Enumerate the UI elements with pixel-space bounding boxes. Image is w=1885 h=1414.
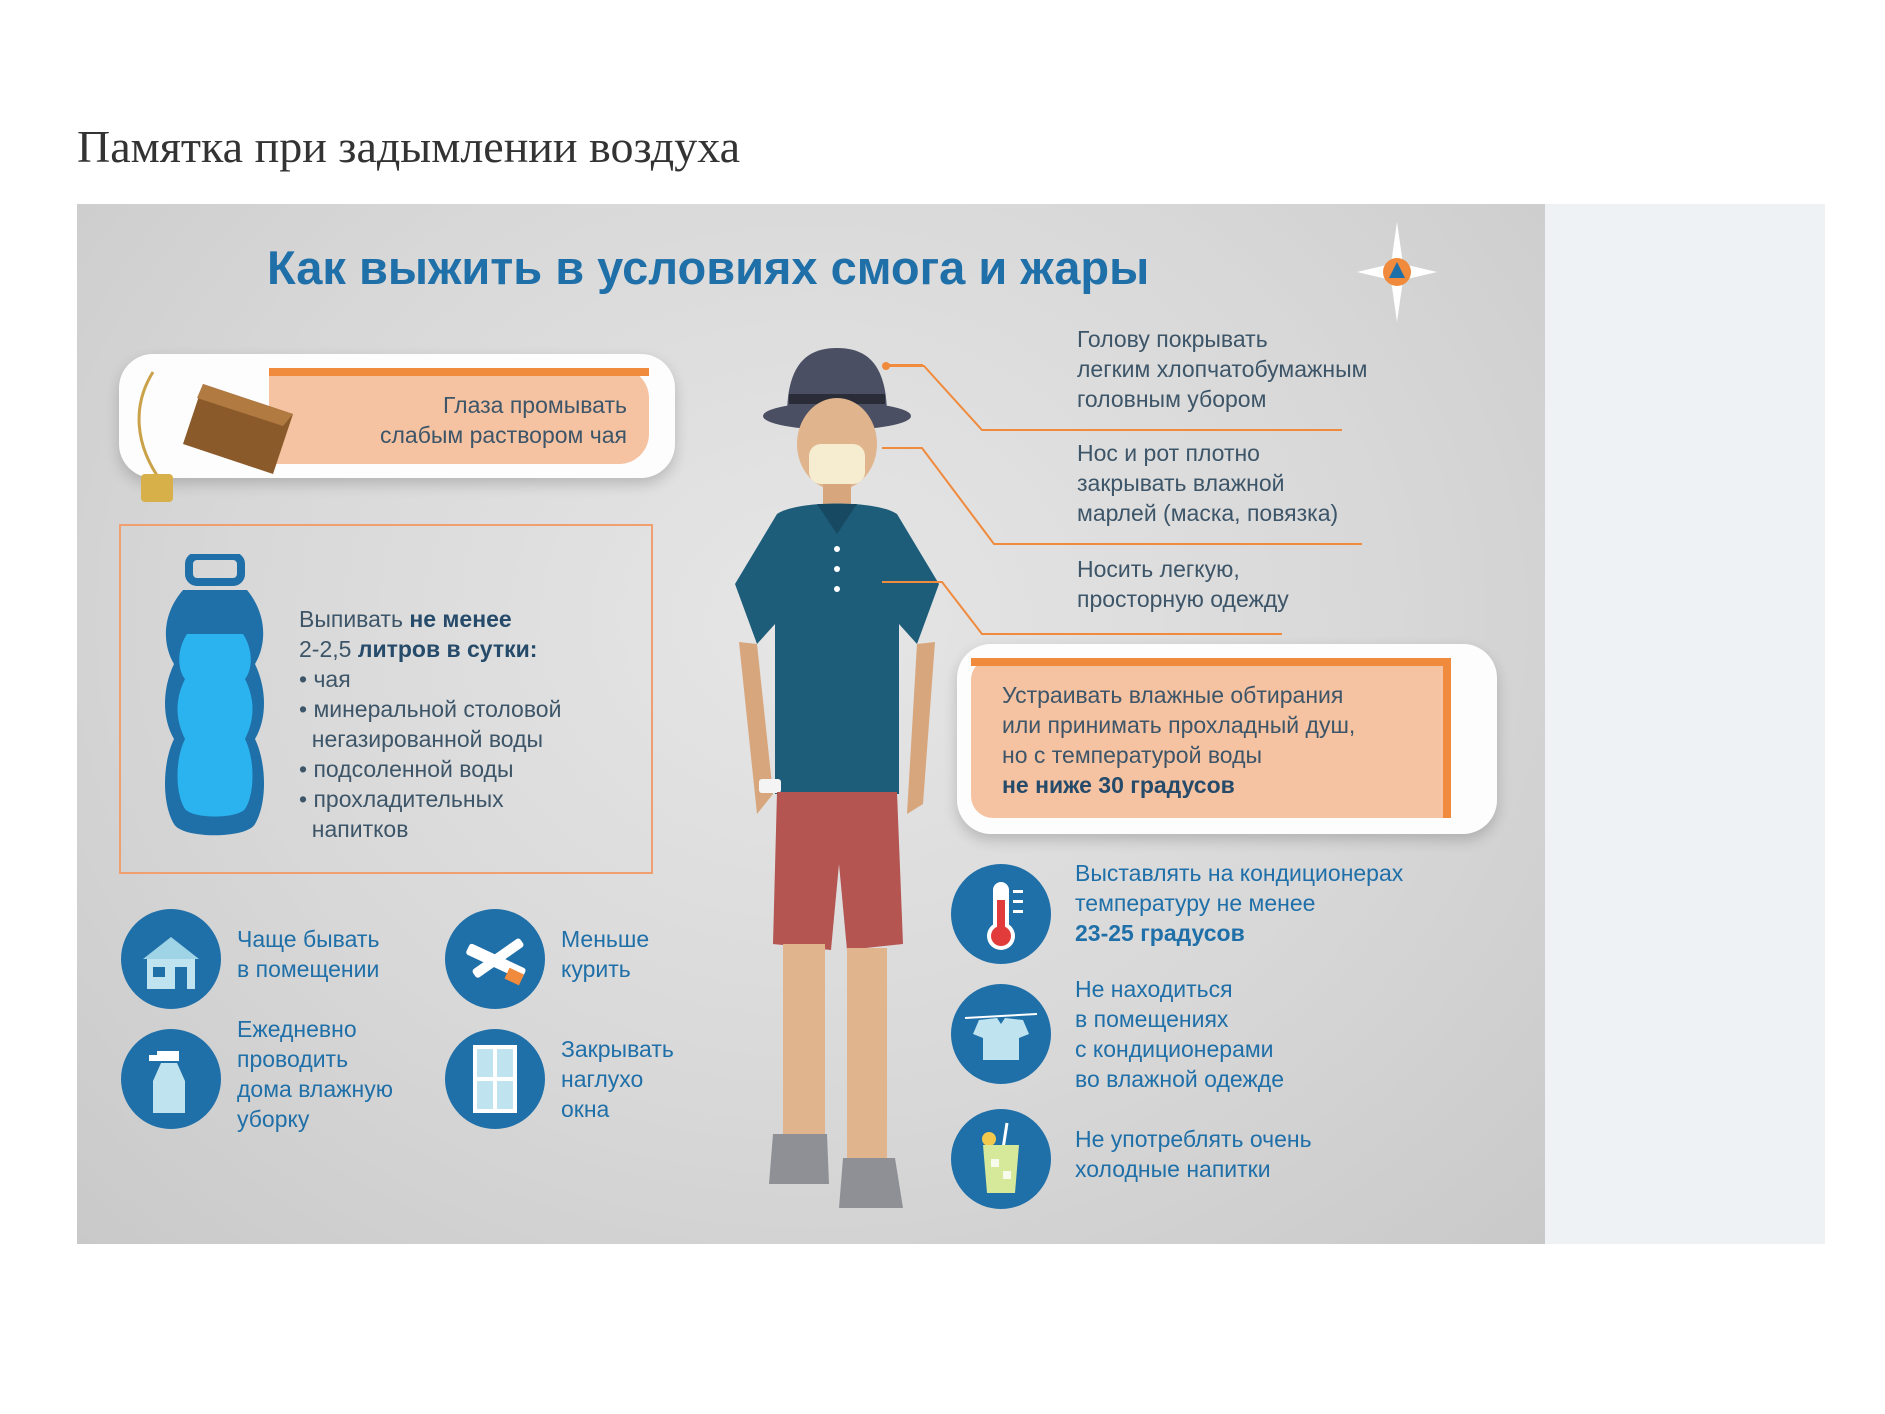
- wet-clothes-tip-line3: с кондиционерами: [1075, 1036, 1274, 1062]
- list-item: • минеральной столовой: [299, 696, 562, 722]
- nose-tip-line2: закрывать влажной: [1077, 470, 1285, 496]
- water-tip-list: [299, 664, 561, 844]
- indoors-tip-line2: в помещении: [237, 956, 380, 982]
- list-item: • чая: [299, 666, 351, 692]
- cold-drinks-tip-line1: Не употреблять очень: [1075, 1126, 1312, 1152]
- smoking-tip-line2: курить: [561, 956, 631, 982]
- water-tip-prefix1: Выпивать: [299, 606, 410, 632]
- tea-bag-icon: [123, 364, 313, 514]
- head-tip-line2: легким хлопчатобумажным: [1077, 356, 1368, 382]
- poster-title: Как выжить в условиях смога и жары: [267, 241, 1150, 294]
- head-tip-line1: Голову покрывать: [1077, 326, 1268, 352]
- indoors-tip-line1: Чаще бывать: [237, 926, 380, 952]
- eyes-tip-line1: Глаза промывать: [443, 392, 627, 418]
- shower-tip-line2: или принимать прохладный душ,: [1002, 712, 1356, 738]
- infographic: [77, 204, 1545, 1244]
- cleaning-tip-line3: дома влажную: [237, 1076, 393, 1102]
- window-icon: [445, 1029, 545, 1129]
- spray-bottle-icon: [121, 1029, 221, 1129]
- windows-tip-line3: окна: [561, 1096, 610, 1122]
- list-item: • подсоленной воды: [299, 756, 514, 782]
- wet-clothes-tip-line4: во влажной одежде: [1075, 1066, 1284, 1092]
- house-icon: [121, 909, 221, 1009]
- windows-tip-line2: наглухо: [561, 1066, 644, 1092]
- aircon-tip-line2: температуру не менее: [1075, 890, 1316, 916]
- nose-tip-line3: марлей (маска, повязка): [1077, 500, 1339, 526]
- nose-tip-line1: Нос и рот плотно: [1077, 440, 1260, 466]
- list-item: негазированной воды: [299, 726, 544, 752]
- water-tip-bold2: литров в сутки:: [357, 636, 538, 662]
- water-tip-prefix2: 2-2,5: [299, 636, 358, 662]
- clothes-tip-line1: Носить легкую,: [1077, 556, 1240, 582]
- water-bottle-icon: [157, 554, 272, 844]
- wet-clothes-tip-line1: Не находиться: [1075, 976, 1233, 1002]
- page-heading: Памятка при задымлении воздуха: [77, 121, 741, 172]
- head-tip-line3: головным убором: [1077, 386, 1267, 412]
- clothes-tip-line2: просторную одежду: [1077, 586, 1289, 612]
- aircon-tip-line1: Выставлять на кондиционерах: [1075, 860, 1404, 886]
- side-panel: [1545, 204, 1825, 1244]
- cold-drink-icon: [951, 1109, 1051, 1209]
- shower-tip-line1: Устраивать влажные обтирания: [1002, 682, 1344, 708]
- aircon-tip-bold: 23-25 градусов: [1075, 920, 1245, 946]
- list-item: • прохладительных: [299, 786, 504, 812]
- emercom-star-icon: [1357, 222, 1437, 322]
- no-smoking-icon: [445, 909, 545, 1009]
- cleaning-tip-line2: проводить: [237, 1046, 349, 1072]
- laundry-icon: [951, 984, 1051, 1084]
- smoking-tip-line1: Меньше: [561, 926, 650, 952]
- cleaning-tip-line4: уборку: [237, 1106, 310, 1132]
- windows-tip-line1: Закрывать: [561, 1036, 674, 1062]
- wet-clothes-tip-line2: в помещениях: [1075, 1006, 1229, 1032]
- water-tip-bold1: не менее: [409, 606, 512, 632]
- cold-drinks-tip-line2: холодные напитки: [1075, 1156, 1271, 1182]
- eyes-tip-line2: слабым раствором чая: [379, 422, 627, 448]
- shower-tip-line3: но с температурой воды: [1002, 742, 1263, 768]
- cleaning-tip-line1: Ежедневно: [237, 1016, 357, 1042]
- list-item: напитков: [299, 816, 409, 842]
- thermometer-icon: [951, 864, 1051, 964]
- shower-tip-bold: не ниже 30 градусов: [1002, 772, 1235, 798]
